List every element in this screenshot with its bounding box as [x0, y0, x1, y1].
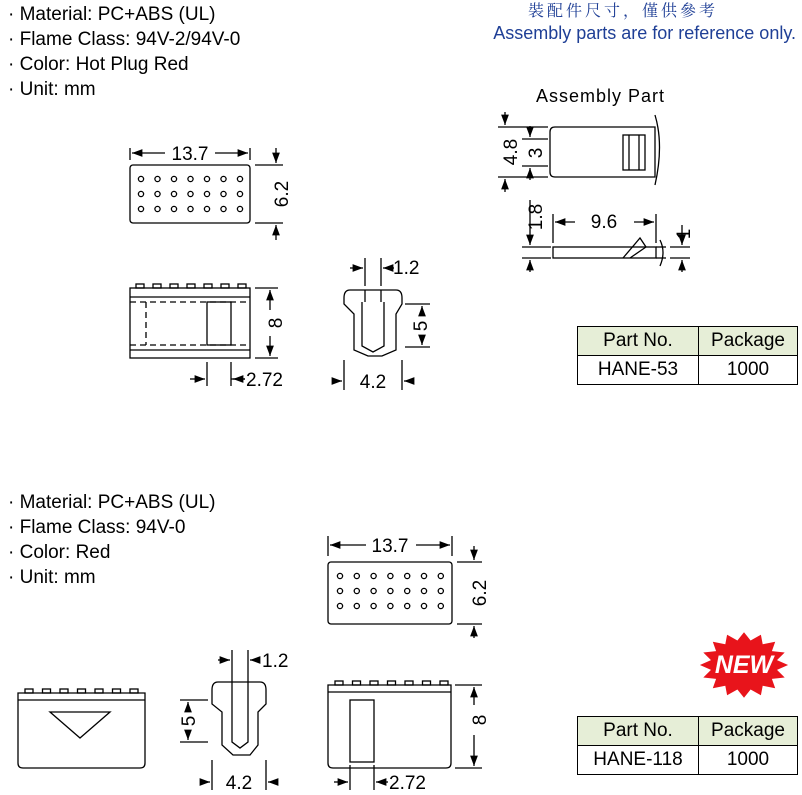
tooth — [130, 689, 138, 693]
pin-grid-2 — [337, 573, 443, 608]
tooth — [423, 681, 431, 685]
pin-hole — [388, 573, 393, 578]
spec-unit: · Unit: mm — [8, 77, 240, 102]
spec-material: · Material: PC+ABS (UL) — [8, 490, 215, 515]
dim-top-1: 1.2 — [393, 258, 420, 279]
dim-bottom-1: 4.2 — [359, 372, 387, 393]
dim-width-1: 6.2 — [272, 180, 293, 208]
tooth — [221, 284, 229, 288]
pin-hole — [388, 603, 393, 608]
part-number: HANE-118 — [578, 746, 699, 775]
pin-hole — [337, 603, 342, 608]
tooth — [95, 689, 103, 693]
spec-unit: · Unit: mm — [8, 565, 215, 590]
package-qty: 1000 — [699, 746, 798, 775]
pin-hole — [337, 573, 342, 578]
pin-hole — [371, 603, 376, 608]
pin-hole — [138, 191, 143, 196]
pin-hole — [155, 191, 160, 196]
tooth — [170, 284, 178, 288]
assembly-view — [498, 112, 690, 272]
tooth — [43, 689, 51, 693]
pin-hole — [371, 588, 376, 593]
tooth — [238, 284, 246, 288]
pin-hole — [421, 573, 426, 578]
teeth-2b — [335, 681, 448, 685]
tooth — [204, 284, 212, 288]
pin-hole — [354, 588, 359, 593]
dim-slot-1: 2.72 — [246, 370, 283, 391]
dim-slot-2: 2.72 — [389, 773, 426, 794]
pin-hole — [171, 176, 176, 181]
tooth — [370, 681, 378, 685]
tooth — [113, 689, 121, 693]
pin-hole — [188, 176, 193, 181]
pin-hole — [237, 176, 242, 181]
pin-hole — [138, 176, 143, 181]
spec-color: · Color: Red — [8, 540, 215, 565]
header-part-no: Part No. — [578, 717, 699, 746]
tooth — [25, 689, 33, 693]
pin-hole — [405, 588, 410, 593]
pin-hole — [204, 176, 209, 181]
dim-side-1: 5 — [411, 320, 432, 332]
header-part-no: Part No. — [578, 327, 699, 356]
tooth — [440, 681, 448, 685]
part-number: HANE-53 — [578, 356, 699, 385]
pin-hole — [438, 588, 443, 593]
tooth — [187, 284, 195, 288]
pin-hole — [405, 573, 410, 578]
tooth — [405, 681, 413, 685]
front-view-2 — [18, 689, 145, 768]
teeth-2a — [25, 689, 138, 693]
dim-top-2: 1.2 — [262, 651, 289, 672]
pin-grid-1 — [138, 176, 242, 211]
pin-hole — [221, 206, 226, 211]
pin-hole — [371, 573, 376, 578]
pin-hole — [138, 206, 143, 211]
pin-hole — [171, 206, 176, 211]
dim-side-2: 5 — [179, 715, 200, 727]
dim-inner-height: 3 — [526, 147, 547, 159]
pin-hole — [421, 588, 426, 593]
spec-material: · Material: PC+ABS (UL) — [8, 2, 240, 27]
pin-hole — [221, 176, 226, 181]
spec-flame: · Flame Class: 94V-0 — [8, 515, 215, 540]
pin-hole — [354, 573, 359, 578]
pin-hole — [155, 206, 160, 211]
reference-note-zh: 裝配件尺寸，僅供參考 — [527, 1, 718, 20]
pin-hole — [237, 206, 242, 211]
new-badge-text: NEW — [714, 651, 774, 679]
assembly-title: Assembly Part — [536, 86, 666, 106]
pin-hole — [438, 603, 443, 608]
dim-height-2: 8 — [470, 714, 491, 726]
pin-hole — [354, 603, 359, 608]
teeth-1 — [136, 284, 246, 288]
dim-total-height: 4.8 — [501, 138, 522, 166]
pin-hole — [405, 603, 410, 608]
dim-width-2: 6.2 — [470, 579, 491, 607]
pin-hole — [171, 191, 176, 196]
dim-length-1: 13.7 — [171, 144, 209, 165]
tooth — [78, 689, 86, 693]
reference-note-en: Assembly parts are for reference only. — [493, 23, 796, 43]
pin-hole — [188, 206, 193, 211]
tooth — [335, 681, 343, 685]
package-qty: 1000 — [699, 356, 798, 385]
header-package: Package — [699, 327, 798, 356]
pin-hole — [337, 588, 342, 593]
tooth — [60, 689, 68, 693]
dim-height-1: 8 — [266, 317, 287, 329]
dim-length-2: 13.7 — [371, 536, 409, 557]
spec-flame: · Flame Class: 94V-2/94V-0 — [8, 27, 240, 52]
spec-color: · Color: Hot Plug Red — [8, 52, 240, 77]
pin-hole — [221, 191, 226, 196]
pin-hole — [188, 191, 193, 196]
tooth — [153, 284, 161, 288]
dim-thickness: 1.8 — [526, 203, 547, 231]
dim-bottom-2: 4.2 — [225, 773, 253, 794]
new-badge — [700, 632, 788, 698]
tooth — [353, 681, 361, 685]
tooth — [136, 284, 144, 288]
pin-hole — [438, 573, 443, 578]
pin-hole — [421, 603, 426, 608]
pin-hole — [204, 206, 209, 211]
tooth — [388, 681, 396, 685]
pin-hole — [388, 588, 393, 593]
pin-hole — [204, 191, 209, 196]
pin-hole — [237, 191, 242, 196]
header-package: Package — [699, 717, 798, 746]
dim-assembly-length: 9.6 — [590, 212, 618, 233]
pin-hole — [155, 176, 160, 181]
dim-small: 1 — [674, 228, 695, 240]
